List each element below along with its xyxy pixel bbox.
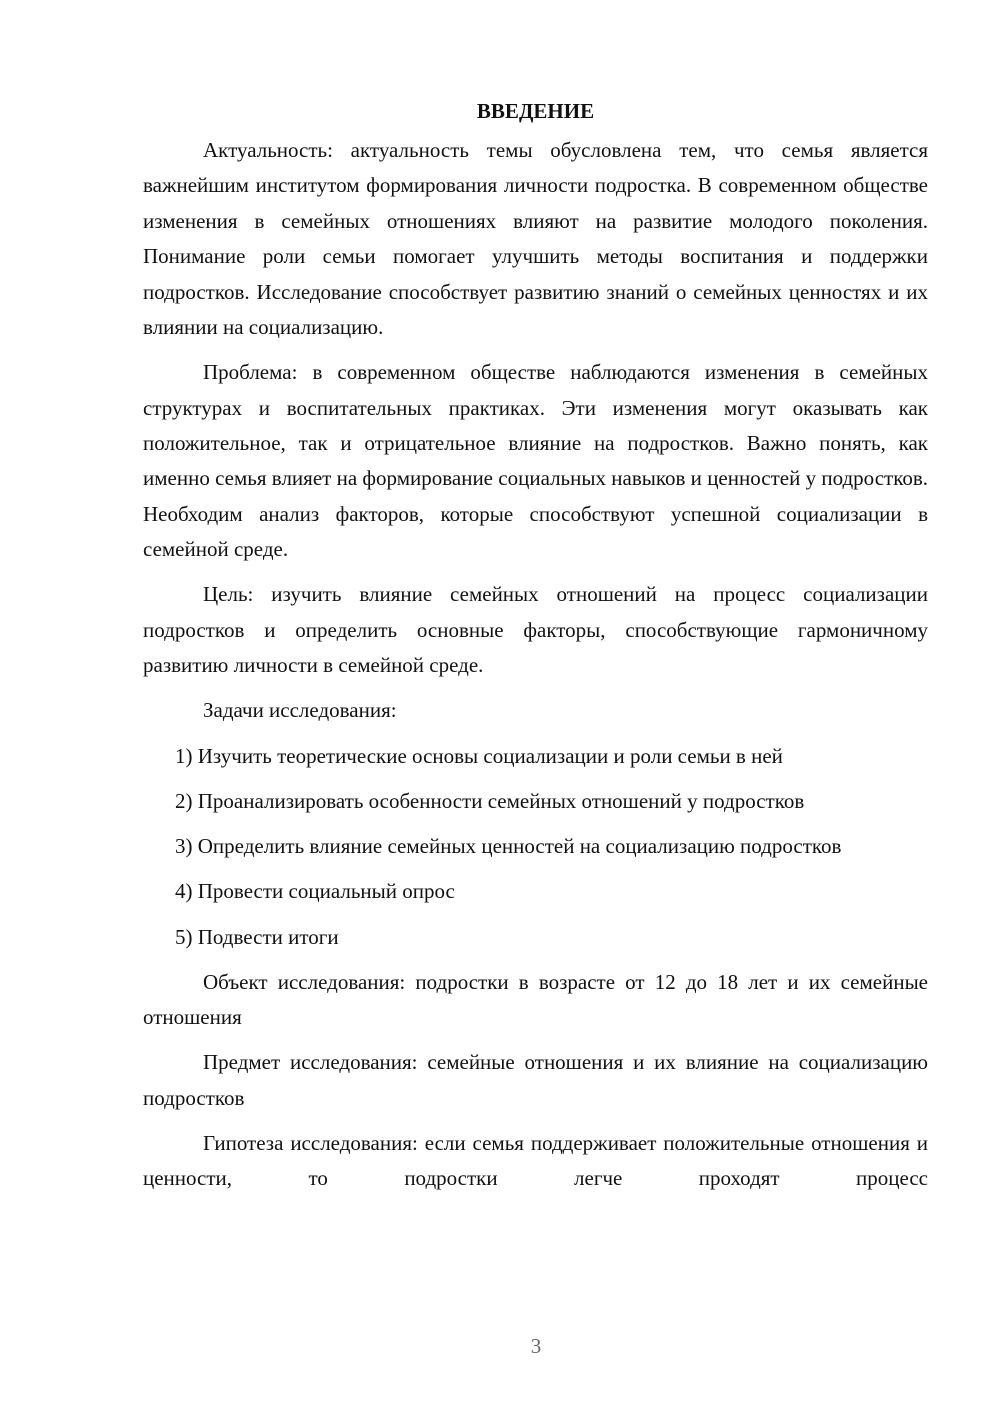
document-page: [143, 95, 928, 1207]
task-item: 4) Провести социальный опрос: [175, 879, 455, 904]
paragraph-problem: Проблема: в современном обществе наблюдаются изменения в семейных структурах и воспитательных практиках. Эти изменения могут оказывать как положительное, так и отрицательное влияние на подростков. Важно понять, как именно семья влияет на формирование социальных навыков и ценностей у подростков. Необходим анализ факторов, которые способствуют успешной социализации в семейной среде.: [143, 360, 928, 562]
task-item: 5) Подвести итоги: [175, 924, 339, 949]
paragraph-object: Объект исследования: подростки в возрасте от 12 до 18 лет и их семейные отношения: [143, 969, 928, 1030]
paragraph-goal: Цель: изучить влияние семейных отношений на процесс социализации подростков и определить основные факторы, способствующие гармоничному развитию личности в семейной среде.: [143, 582, 928, 678]
task-item: 3) Определить влияние семейных ценностей на социализацию подростков: [175, 834, 842, 859]
section-heading: ВВЕДЕНИЕ: [476, 99, 595, 123]
task-item: 1) Изучить теоретические основы социализации и роли семьи в ней: [175, 743, 783, 768]
tasks-title: Задачи исследования:: [203, 698, 397, 723]
paragraph-relevance: Актуальность: актуальность темы обусловлена тем, что семья является важнейшим институтом формирования личности подростка. В современном обществе изменения в семейных отношениях влияют на развитие молодого поколения. Понимание роли семьи помогает улучшить методы воспитания и поддержки подростков. Исследование способствует развитию знаний о семейных ценностях и их влиянии на социализацию.: [143, 138, 928, 340]
task-item: 2) Проанализировать особенности семейных отношений у подростков: [175, 788, 805, 813]
paragraph-subject: Предмет исследования: семейные отношения и их влияние на социализацию подростков: [143, 1050, 928, 1110]
page-number: 3: [530, 1334, 542, 1358]
paragraph-hypothesis: Гипотеза исследования: если семья поддерживает положительные отношения и ценности, то подростки легче проходят процесс: [143, 1130, 928, 1191]
